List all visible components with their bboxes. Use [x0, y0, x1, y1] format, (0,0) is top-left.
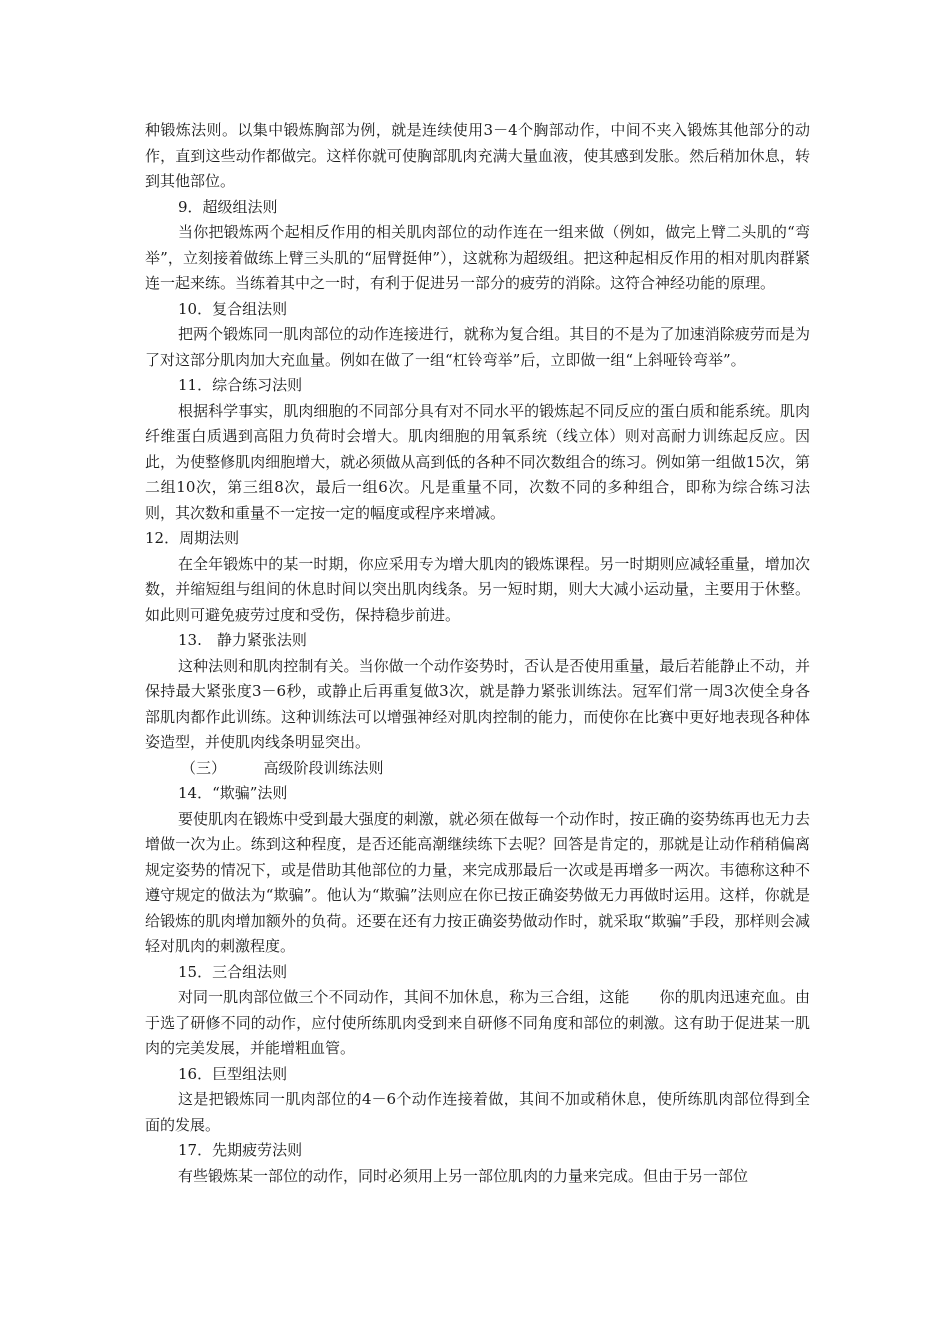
section-heading-12: 12．周期法则 — [145, 529, 240, 547]
section-heading-16: 16．巨型组法则 — [178, 1064, 288, 1083]
document-body — [145, 118, 810, 1189]
section-heading-11: 11．综合练习法则 — [178, 376, 303, 394]
section-heading-10: 10．复合组法则 — [178, 299, 288, 318]
paragraph-giant-set: 这是把锻炼同一肌肉部位的4－6个动作连接着做，其间不加或稍休息，使所练肌肉部位得到全面的发展。 — [145, 1090, 810, 1134]
paragraph-periodization: 在全年锻炼中的某一时期，你应采用专为增大肌肉的锻炼课程。另一时期则应减轻重量，增加次数，并缩短组与组间的休息时间以突出肌肉线条。另一短时期，则大大减小运动量，主要用于休整。如此则可避免疲劳过度和受伤，保持稳步前进。 — [145, 554, 810, 624]
section-heading-15: 15．三合组法则 — [178, 962, 288, 981]
section-heading-14: 14．“欺骗”法则 — [178, 784, 288, 802]
paragraph-combined-training: 根据科学事实，肌肉细胞的不同部分具有对不同水平的锻炼起不同反应的蛋白质和能系统。肌肉纤维蛋白质遇到高阻力负荷时会增大。肌肉细胞的用氧系统（线立体）则对高耐力训练起反应。因此，为使整修肌肉细胞增大，就必须做从高到低的各种不同次数组合的练习。例如第一组做15次，第二组10次，第三组8次，最后一组6次。凡是重量不同，次数不同的多种组合，即称为综合练习法则，其次数和重量不一定按一定的幅度或程序来增减。 — [145, 401, 810, 522]
paragraph-tri-set: 对同一肌肉部位做三个不同动作，其间不加休息，称为三合组，这能 你的肌肉迅速充血。由于选了研修不同的动作，应付使所练肌肉受到来自研修不同角度和部位的刺激。这有助于促进某一肌肉的完美发展，并能增粗血管。 — [145, 988, 810, 1057]
part-heading-advanced: （三） 高级阶段训练法则 — [181, 758, 384, 777]
paragraph-compound-set: 把两个锻炼同一肌肉部位的动作连接进行，就称为复合组。其目的不是为了加速消除疲劳而是为了对这部分肌肉加大充血量。例如在做了一组“杠铃弯举”后，立即做一组“上斜哑铃弯举”。 — [145, 325, 810, 369]
paragraph-isometric-tension: 这种法则和肌肉控制有关。当你做一个动作姿势时，否认是否使用重量，最后若能静止不动，并保持最大紧张度3－6秒，或静止后再重复做3次，就是静力紧张训练法。冠军们常一周3次使全身各部肌肉都作此训练。这种训练法可以增强神经对肌肉控制的能力，而使你在比赛中更好地表现各种体姿造型，并使肌肉线条明显突出。 — [145, 656, 810, 751]
paragraph-continued: 种锻炼法则。以集中锻炼胸部为例，就是连续使用3－4个胸部动作，中间不夹入锻炼其他部分的动作，直到这些动作都做完。这样你就可使胸部肌肉充满大量血液，使其感到发胀。然后稍加休息，转到其他部位。 — [145, 121, 810, 190]
paragraph-pre-exhaustion: 有些锻炼某一部位的动作，同时必须用上另一部位肌肉的力量来完成。但由于另一部位 — [178, 1166, 749, 1185]
paragraph-superset: 当你把锻炼两个起相反作用的相关肌肉部位的动作连在一组来做（例如，做完上臂二头肌的“弯举”，立刻接着做练上臂三头肌的“屈臂挺伸”），这就称为超级组。把这种起相反作用的相对肌肉群紧连一起来练。当练着其中之一时，有利于促进另一部分的疲劳的消除。这符合神经功能的原理。 — [145, 223, 810, 292]
section-heading-9: 9．超级组法则 — [178, 197, 278, 216]
section-heading-13: 13. 静力紧张法则 — [178, 631, 307, 649]
paragraph-cheating: 要使肌肉在锻炼中受到最大强度的刺激，就必须在做每一个动作时，按正确的姿势练再也无力去增做一次为止。练到这种程度，是否还能高潮继续练下去呢？回答是肯定的，那就是让动作稍稍偏离规定姿势的情况下，或是借助其他部位的力量，来完成那最后一次或是再增多一两次。韦德称这种不遵守规定的做法为“欺骗”。他认为“欺骗”法则应在你已按正确姿势做无力再做时运用。这样，你就是给锻炼的肌肉增加额外的负荷。还要在还有力按正确姿势做动作时，就采取“欺骗”手段，那样则会减轻对肌肉的刺激程度。 — [145, 809, 810, 955]
section-heading-17: 17．先期疲劳法则 — [178, 1141, 303, 1159]
